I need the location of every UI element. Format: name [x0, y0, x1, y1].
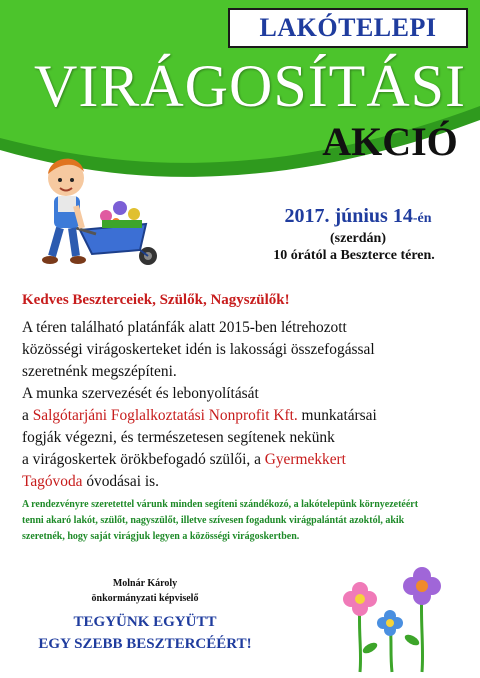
- letter-line: A téren található platánfák alatt 2015-ben létrehozott: [22, 319, 347, 336]
- letter-line: szeretnénk megszépíteni.: [22, 363, 177, 380]
- title-subtitle: AKCIÓ: [322, 119, 458, 164]
- organization-name: Salgótarjáni Foglalkoztatási Nonprofit Kft.: [32, 407, 298, 424]
- invitation-note: A rendezvényre szeretettel várunk minden segíteni szándékozó, a lakótelepünk környezetéért tenni akaró lakót, szülőt, nagyszülőt, illetve szívesen fogadunk virágpalántát azoktól, akik szeretnék, hogy saját virágjuk legyen a közösségi virágoskertben.: [22, 499, 419, 542]
- flower-purple-icon: [403, 567, 441, 605]
- flower-blue-icon: [377, 610, 403, 636]
- signature-name: Molnár Károly: [112, 578, 178, 589]
- letter-line: [22, 471, 468, 493]
- event-date: [238, 205, 478, 228]
- boy-with-wheelbarrow-illustration: [36, 150, 162, 272]
- letter-line: [22, 405, 468, 427]
- event-date-suffix: -én: [412, 211, 432, 226]
- letter-text: munkatársai: [297, 407, 377, 424]
- signature-role: önkormányzati képviselő: [91, 593, 199, 604]
- title-main: VIRÁGOSÍTÁSI: [34, 53, 466, 119]
- slogan-line-1: TEGYÜNK EGYÜTT: [73, 614, 217, 630]
- letter-line: A munka szervezését és lebonyolítását: [22, 385, 259, 402]
- letter-text: a virágoskertek örökbefogadó szülői, a: [22, 451, 265, 468]
- letter-line: [22, 449, 468, 471]
- letter-body: [22, 317, 468, 493]
- letter-text: óvodásai is.: [82, 473, 159, 490]
- slogan-line-2: EGY SZEBB BESZTERCÉÉRT!: [38, 636, 252, 652]
- title-kicker-box: [228, 8, 468, 48]
- event-date-main: 2017. június 14: [284, 205, 413, 227]
- event-time-place: 10 órától a Beszterce téren.: [273, 248, 435, 263]
- event-day: (szerdán): [330, 231, 386, 246]
- letter-text: a: [22, 407, 33, 424]
- letter-line: fogják végezni, és természetesen segítenek nekünk: [22, 429, 335, 446]
- kindergarten-name: Gyermekkert: [264, 451, 346, 468]
- title-kicker: LAKÓTELEPI: [259, 13, 437, 42]
- letter-line: közösségi virágoskerteket idén is lakossági összefogással: [22, 341, 375, 358]
- flowers-illustration: [330, 560, 450, 678]
- letter-greeting: Kedves Beszterceiek, Szülők, Nagyszülők!: [22, 292, 290, 308]
- kindergarten-name: Tagóvoda: [22, 473, 83, 490]
- flower-pink-icon: [343, 582, 377, 616]
